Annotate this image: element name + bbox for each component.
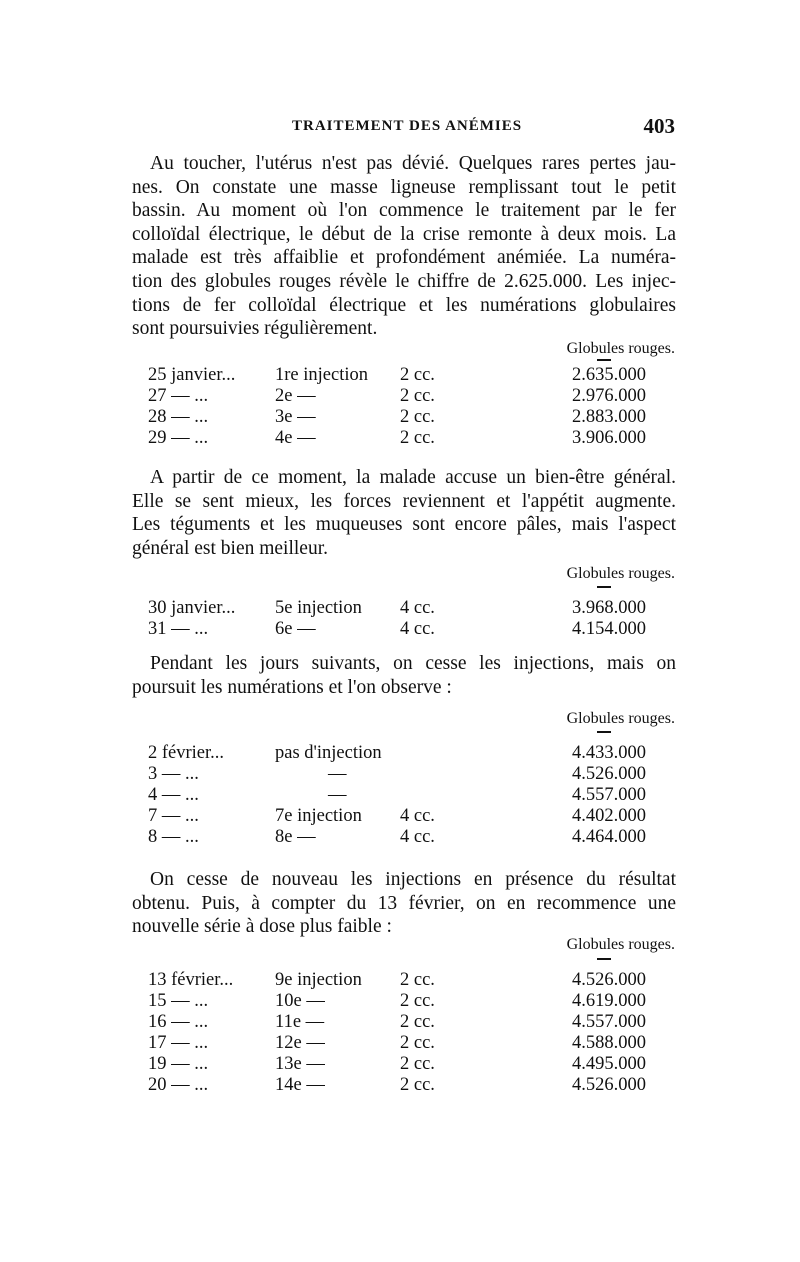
running-title: TRAITEMENT DES ANÉMIES <box>292 118 523 134</box>
globules-cell: 2.883.000 <box>572 407 646 427</box>
text-line: nes. On constate une masse ligneuse remplissant tout le petit <box>132 176 676 198</box>
paragraph-1 <box>132 152 676 341</box>
dose-cell: 4 cc. <box>400 619 435 639</box>
heading-dash <box>597 731 611 733</box>
dose-cell: 4 cc. <box>400 598 435 618</box>
globules-cell: 4.557.000 <box>572 785 646 805</box>
heading-dash <box>597 586 611 588</box>
count-table-3 <box>130 743 670 848</box>
globules-cell: 3.906.000 <box>572 428 646 448</box>
globules-cell: 4.464.000 <box>572 827 646 847</box>
text-line: obtenu. Puis, à compter du 13 février, on en recommence une <box>132 892 676 914</box>
table-row <box>130 806 670 827</box>
globules-cell: 4.495.000 <box>572 1054 646 1074</box>
table-row <box>130 764 670 785</box>
dose-cell: 2 cc. <box>400 428 435 448</box>
text-line: général est bien meilleur. <box>132 537 329 559</box>
table-row <box>130 1075 670 1096</box>
globules-cell: 3.968.000 <box>572 598 646 618</box>
date-cell: 4 — ... <box>148 785 199 805</box>
injection-cell: 8e — <box>275 827 316 847</box>
date-cell: 16 — ... <box>148 1012 209 1032</box>
globules-cell: 4.619.000 <box>572 991 646 1011</box>
paragraph-2 <box>132 466 676 560</box>
dose-cell: 2 cc. <box>400 970 435 990</box>
text-line: bassin. Au moment où l'on commence le traitement par le fer <box>132 200 676 222</box>
table-row <box>130 407 670 428</box>
globules-cell: 2.635.000 <box>572 365 646 385</box>
text-line: colloïdal électrique, le début de la crise remonte à deux mois. La <box>132 223 676 245</box>
table-row <box>130 743 670 764</box>
injection-cell: pas d'injection <box>275 743 382 763</box>
globules-cell: 4.557.000 <box>572 1012 646 1032</box>
injection-cell: 5e injection <box>275 598 362 618</box>
table-row <box>130 1012 670 1033</box>
injection-cell: 9e injection <box>275 970 362 990</box>
dose-cell: 2 cc. <box>400 386 435 406</box>
text-line: sont poursuivies régulièrement. <box>132 318 378 340</box>
text-line: Elle se sent mieux, les forces reviennent et l'appétit augmente. <box>132 490 676 512</box>
injection-cell: 2e — <box>275 386 316 406</box>
date-cell: 7 — ... <box>148 806 199 826</box>
dose-cell: 2 cc. <box>400 407 435 427</box>
globules-cell: 4.402.000 <box>572 806 646 826</box>
injection-cell: 11e — <box>275 1012 325 1032</box>
date-cell: 25 janvier... <box>148 365 236 385</box>
column-heading: Globules rouges. <box>566 565 675 582</box>
count-table-4 <box>130 970 670 1096</box>
dose-cell: 2 cc. <box>400 1012 435 1032</box>
text-line: nouvelle série à dose plus faible : <box>132 916 392 938</box>
dose-cell: 2 cc. <box>400 991 435 1011</box>
injection-cell: 10e — <box>275 991 325 1011</box>
text-line: Les téguments et les muqueuses sont encore pâles, mais l'aspect <box>132 514 676 536</box>
text-line: malade est très affaiblie et profondément anémiée. La numéra- <box>132 247 676 269</box>
globules-cell: 4.526.000 <box>572 1075 646 1095</box>
injection-cell: 3e — <box>275 407 316 427</box>
date-cell: 19 — ... <box>148 1054 209 1074</box>
date-cell: 15 — ... <box>148 991 209 1011</box>
injection-cell: 14e — <box>275 1075 325 1095</box>
date-cell: 27 — ... <box>148 386 209 406</box>
date-cell: 20 — ... <box>148 1075 209 1095</box>
table-row <box>130 785 670 806</box>
text-line: Au toucher, l'utérus n'est pas dévié. Quelques rares pertes jau- <box>150 153 676 174</box>
dose-cell: 2 cc. <box>400 1054 435 1074</box>
table-row <box>130 428 670 449</box>
paragraph-3 <box>132 652 676 699</box>
globules-cell: 4.588.000 <box>572 1033 646 1053</box>
dose-cell: 2 cc. <box>400 1075 435 1095</box>
column-heading: Globules rouges. <box>566 936 675 953</box>
table-row <box>130 1054 670 1075</box>
date-cell: 3 — ... <box>148 764 199 784</box>
injection-cell: 6e — <box>275 619 316 639</box>
date-cell: 13 février... <box>148 970 234 990</box>
table-row <box>130 1033 670 1054</box>
dose-cell: 4 cc. <box>400 806 435 826</box>
dose-cell: 4 cc. <box>400 827 435 847</box>
globules-cell: 4.433.000 <box>572 743 646 763</box>
page-header <box>130 116 675 142</box>
date-cell: 28 — ... <box>148 407 209 427</box>
heading-dash <box>597 958 611 960</box>
globules-cell: 4.154.000 <box>572 619 646 639</box>
date-cell: 2 février... <box>148 743 225 763</box>
globules-cell: 4.526.000 <box>572 970 646 990</box>
text-line: On cesse de nouveau les injections en présence du résultat <box>150 869 676 890</box>
injection-cell: — <box>328 764 347 784</box>
injection-cell: 4e — <box>275 428 316 448</box>
count-table-1 <box>130 365 670 449</box>
date-cell: 17 — ... <box>148 1033 209 1053</box>
text-line: tions de fer colloïdal électrique et les numérations globulaires <box>132 294 676 316</box>
table-row <box>130 827 670 848</box>
table-row <box>130 619 670 640</box>
table-row <box>130 970 670 991</box>
text-line: poursuit les numérations et l'on observe : <box>132 676 452 698</box>
page-number: 403 <box>643 114 675 138</box>
date-cell: 29 — ... <box>148 428 209 448</box>
globules-cell: 2.976.000 <box>572 386 646 406</box>
table-row <box>130 386 670 407</box>
injection-cell: — <box>328 785 347 805</box>
count-table-2 <box>130 598 670 640</box>
injection-cell: 12e — <box>275 1033 325 1053</box>
text-line: tion des globules rouges révèle le chiffre de 2.625.000. Les injec- <box>132 270 676 292</box>
globules-cell: 4.526.000 <box>572 764 646 784</box>
date-cell: 8 — ... <box>148 827 199 847</box>
injection-cell: 1re injection <box>275 365 368 385</box>
injection-cell: 7e injection <box>275 806 362 826</box>
column-heading: Globules rouges. <box>566 340 675 357</box>
dose-cell: 2 cc. <box>400 1033 435 1053</box>
column-heading: Globules rouges. <box>566 710 675 727</box>
paragraph-4 <box>132 868 676 939</box>
table-row <box>130 598 670 619</box>
text-line: Pendant les jours suivants, on cesse les injections, mais on <box>150 653 676 674</box>
date-cell: 30 janvier... <box>148 598 236 618</box>
heading-dash <box>597 359 611 361</box>
text-line: A partir de ce moment, la malade accuse un bien-être général. <box>150 467 676 488</box>
date-cell: 31 — ... <box>148 619 209 639</box>
table-row <box>130 991 670 1012</box>
table-row <box>130 365 670 386</box>
dose-cell: 2 cc. <box>400 365 435 385</box>
injection-cell: 13e — <box>275 1054 325 1074</box>
